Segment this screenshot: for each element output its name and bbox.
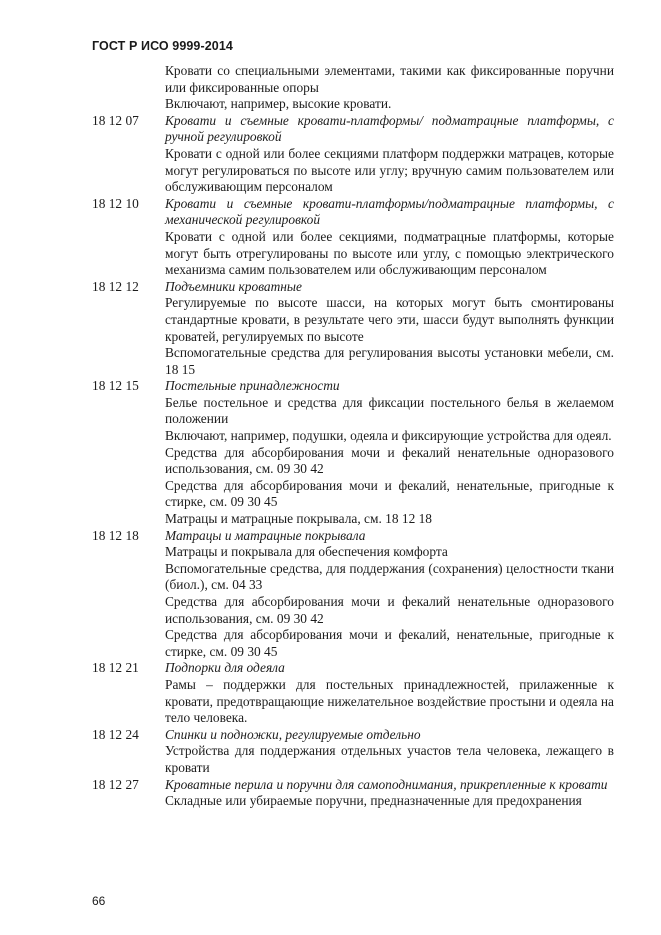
entry-18-12-07 [92,113,614,196]
intro-paragraph: Кровати со специальными элементами, такими как фиксированные поручни или фиксированные опоры [165,63,614,95]
entry-paragraph: Матрацы и покрывала для обеспечения комфорта [165,544,448,560]
entry-title: Подпорки для одеяла [165,660,285,676]
entry-18-12-18 [92,528,614,661]
entry-paragraph: Регулируемые по высоте шасси, на которых могут быть смонтированы стандартные кровати, в результате чего эти, шасси будут выполнять функции кроватей, регулируемых по высоте [165,295,614,344]
intro-block [92,63,614,113]
entry-paragraph: Средства для абсорбирования мочи и фекалий ненательные одноразового использования, см. 09 30 42 [165,594,614,626]
standard-header: ГОСТ Р ИСО 9999-2014 [92,39,233,53]
entry-paragraph: Включают, например, подушки, одеяла и фиксирующие устройства для одеял. [165,428,612,444]
entry-paragraph: Вспомогательные средства для регулирования высоты установки мебели, см. 18 15 [165,345,614,377]
page-number: 66 [92,894,106,908]
entry-title: Кроватные перила и поручни для самоподнимания, прикрепленные к кровати [165,776,608,792]
entry-code: 18 12 27 [92,776,139,792]
entry-code: 18 12 15 [92,378,139,394]
entry-code: 18 12 21 [92,660,139,676]
entry-title: Кровати и съемные кровати-платформы/ подматрацные платформы, с ручной регулировкой [165,112,614,145]
entry-title: Матрацы и матрацные покрывала [165,527,366,543]
entry-code: 18 12 12 [92,278,139,294]
entry-paragraph: Матрацы и матрацные покрывала, см. 18 12 18 [165,511,433,527]
entry-title: Кровати и съемные кровати-платформы/подматрацные платформы, с механической регулировкой [165,195,614,228]
entry-title: Постельные принадлежности [165,378,340,394]
entry-paragraph: Средства для абсорбирования мочи и фекалий, ненательные, пригодные к стирке, см. 09 30 45 [165,627,614,659]
entry-code: 18 12 24 [92,726,139,742]
entry-18-12-27 [92,777,614,810]
entry-18-12-24 [92,727,614,777]
entry-paragraph: Вспомогательные средства, для поддержания (сохранения) целостности ткани (биол.), см. 04 33 [165,560,614,593]
entry-title: Спинки и подножки, регулируемые отдельно [165,726,421,742]
classification-list [92,63,614,810]
entry-title: Подъемники кроватные [165,278,302,294]
entry-18-12-15 [92,378,614,527]
entry-paragraph: Средства для абсорбирования мочи и фекалий, ненательные, пригодные к стирке, см. 09 30 45 [165,477,614,510]
entry-paragraph: Устройства для поддержания отдельных участов тела человека, лежащего в кровати [165,743,614,775]
entry-paragraph: Кровати с одной или более секциями, подматрацные платформы, которые могут быть отрегулированы по высоте или углу, с помощью электрического механизма самим пользователем или обслуживающим персоналом [165,228,614,278]
entry-paragraph: Белье постельное и средства для фиксации постельного белья в желаемом положении [165,394,614,427]
entry-paragraph: Складные или убираемые поручни, предназначенные для предохранения [165,793,582,809]
entry-18-12-21 [92,660,614,726]
entry-code: 18 12 07 [92,112,139,128]
entry-paragraph: Рамы – поддержки для постельных принадлежностей, прилаженные к кровати, предотвращающие нижелательное воздействие простыни и одеяла на тело человека. [165,676,614,726]
entry-18-12-10 [92,196,614,279]
entry-paragraph: Средства для абсорбирования мочи и фекалий ненательные одноразового использования, см. 09 30 42 [165,444,614,477]
intro-paragraph: Включают, например, высокие кровати. [165,96,392,112]
entry-18-12-12 [92,279,614,379]
entry-code: 18 12 10 [92,195,139,211]
entry-paragraph: Кровати с одной или более секциями платформ поддержки матрацев, которые могут регулироваться по высоте или углу; вручную самим пользователем или обслуживающим персоналом [165,145,614,195]
entry-code: 18 12 18 [92,527,139,543]
